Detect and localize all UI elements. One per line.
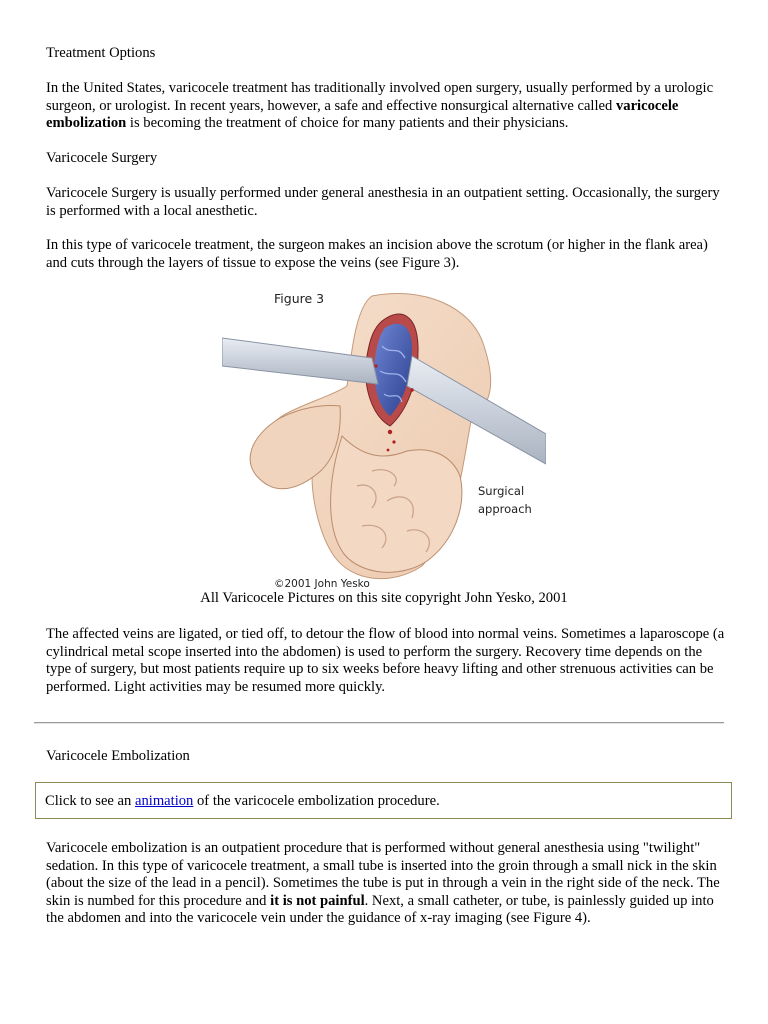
intro-bold-term: varicocele embolization <box>46 97 679 132</box>
figure-annotation: Surgical approach <box>478 484 532 516</box>
heading-treatment-options: Treatment Options <box>46 45 156 61</box>
paragraph-ligation: The affected veins are ligated, or tied off, to detour the flow of blood into normal veins. Sometimes a laparoscope (a cylindrical metal scope inserted into the abdomen) is used to perform the surgery. Recovery time depends on the type of surgery, but most patients require up to six weeks before heavy lifting and other strenuous activities can be performed. Light activities may be resumed more quickly. <box>46 626 725 695</box>
surgical-illustration-image <box>222 286 546 590</box>
embolization-bold-text: it is not painful <box>270 892 365 909</box>
animation-link[interactable]: animation <box>134 793 194 809</box>
figure-caption: All Varicocele Pictures on this site copyright John Yesko, 2001 <box>200 590 568 606</box>
embolization-text-2: . Next, a small catheter, or tube, is painlessly guided up into the abdomen and into the varicocele vein under the guidance of x-ray imaging (see Figure 4). <box>46 892 714 927</box>
section-divider <box>34 722 724 724</box>
figure-3-illustration <box>222 286 546 590</box>
paragraph-intro <box>46 80 726 133</box>
paragraph-surgery-anesthesia: Varicocele Surgery is usually performed under general anesthesia in an outpatient setting. Occasionally, the surgery is performed with a local anesthetic. <box>46 185 720 219</box>
heading-varicocele-embolization: Varicocele Embolization <box>46 748 190 764</box>
paragraph-surgery-incision: In this type of varicocele treatment, the surgeon makes an incision above the scrotum (or higher in the flank area) and cuts through the layers of tissue to expose the veins (see Figure 3). <box>46 237 708 271</box>
paragraph-embolization <box>46 840 726 928</box>
embolization-text-1: Varicocele embolization is an outpatient procedure that is performed without general anesthesia using "twilight" sedation. In this type of varicocele treatment, a small tube is inserted into the groin through a small nick in the skin (about the size of the lead in a pencil). Sometimes the tube is put in through a vein in the right side of the neck. The skin is numbed for this procedure and <box>46 840 720 909</box>
intro-text-2: is becoming the treatment of choice for many patients and their physicians. <box>126 115 569 132</box>
animation-callout-box <box>35 782 732 819</box>
figure-credit: ©2001 John Yesko <box>274 578 370 590</box>
animation-callout-text <box>45 793 440 811</box>
heading-varicocele-surgery: Varicocele Surgery <box>46 150 158 166</box>
intro-text-1: In the United States, varicocele treatment has traditionally involved open surgery, usually performed by a urologic surgeon, or urologist. In recent years, however, a safe and effective nonsurgical alternative called <box>46 80 714 114</box>
callout-prefix: Click to see an <box>45 793 135 809</box>
callout-suffix: of the varicocele embolization procedure. <box>193 793 440 809</box>
figure-title: Figure 3 <box>274 291 325 306</box>
